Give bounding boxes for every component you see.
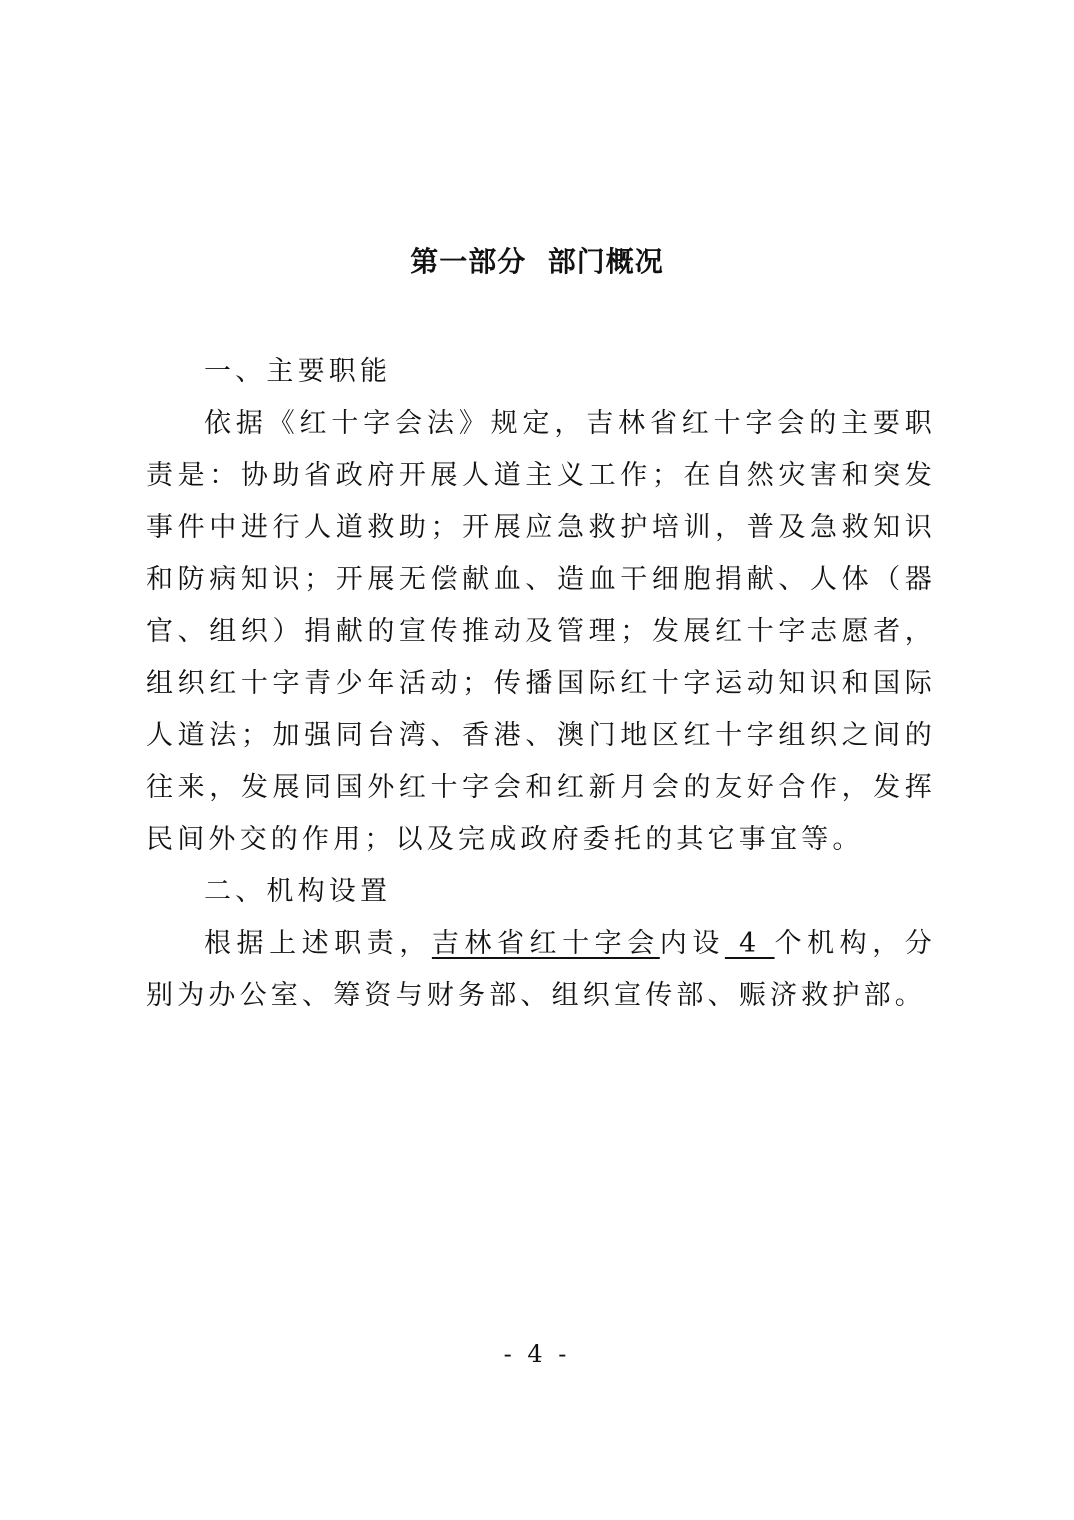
org-prefix-text: 根据上述职责， — [204, 928, 432, 959]
section-heading-functions: 一、主要职能 — [204, 356, 392, 387]
organization-paragraph — [146, 918, 936, 1022]
org-mid-text: 内设 — [659, 928, 725, 959]
org-name: 吉林省红十字会 — [431, 928, 660, 959]
page-title: 第一部分 部门概况 — [410, 245, 664, 278]
page-number: - 4 - — [503, 1340, 571, 1368]
org-suffix-text: 个机构，分别为办公室、筹资与财务部、组织宣传部、赈济救护部。 — [146, 928, 936, 1011]
functions-paragraph: 依据《红十字会法》规定，吉林省红十字会的主要职责是：协助省政府开展人道主义工作；在自然灾害和突发事件中进行人道救助；开展应急救护培训，普及急救知识和防病知识；开展无偿献血、造血干细胞捐献、人体（器官、组织）捐献的宣传推动及管理；发展红十字志愿者，组织红十字青少年活动；传播国际红十字运动知识和国际人道法；加强同台湾、香港、澳门地区红十字组织之间的往来，发展同国外红十字会和红新月会的友好合作，发挥民间外交的作用；以及完成政府委托的其它事宜等。 — [146, 408, 936, 855]
section-heading-organization: 二、机构设置 — [204, 876, 392, 907]
org-unit-count: 4 — [724, 928, 775, 959]
